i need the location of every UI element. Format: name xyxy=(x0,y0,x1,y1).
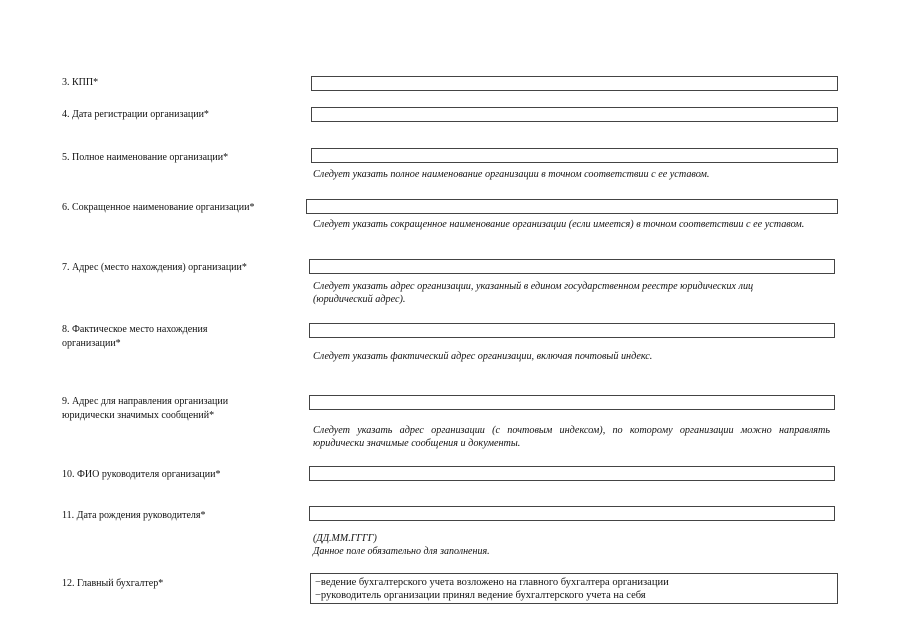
notice-address-label: 9. Адрес для направления организации юридически значимых сообщений* xyxy=(62,396,229,421)
notice-address-input[interactable] xyxy=(309,395,835,410)
required-note: Данное поле обязательно для заполнения. xyxy=(313,546,490,557)
option-director-accounting[interactable]: −руководитель организации принял ведение бухгалтерского учета на себя xyxy=(315,590,646,601)
short-name-input[interactable] xyxy=(306,199,838,214)
actual-address-input[interactable] xyxy=(309,323,835,338)
kpp-input[interactable] xyxy=(311,76,838,91)
kpp-label: 3. КПП* xyxy=(62,77,99,88)
actual-address-label: 8. Фактическое место нахождения организации* xyxy=(62,324,208,349)
chief-accountant-label: 12. Главный бухгалтер* xyxy=(62,578,164,589)
full-name-hint: Следует указать полное наименование организации в точном соответствии с ее уставом. xyxy=(313,169,710,180)
director-name-input[interactable] xyxy=(309,466,835,481)
full-name-input[interactable] xyxy=(311,148,838,163)
option-chief-accountant[interactable]: −ведение бухгалтерского учета возложено на главного бухгалтера организации xyxy=(315,577,669,588)
full-name-label: 5. Полное наименование организации* xyxy=(62,152,229,163)
date-format-hint: (ДД.ММ.ГГГГ) xyxy=(313,533,377,544)
registration-date-input[interactable] xyxy=(311,107,838,122)
short-name-label: 6. Сокращенное наименование организации* xyxy=(62,202,255,213)
legal-address-label: 7. Адрес (место нахождения) организации* xyxy=(62,262,247,273)
chief-accountant-options xyxy=(310,573,838,604)
notice-address-hint: Следует указать адрес организации (с почтовым индексом), по которому организации можно направлять юридически значимые сообщения и документы. xyxy=(313,425,830,449)
actual-address-hint: Следует указать фактический адрес организации, включая почтовый индекс. xyxy=(313,351,653,362)
director-birthdate-label: 11. Дата рождения руководителя* xyxy=(62,510,206,521)
short-name-hint: Следует указать сокращенное наименование организации (если имеется) в точном соответствии с ее уставом. xyxy=(313,219,805,230)
director-birthdate-input[interactable] xyxy=(309,506,835,521)
legal-address-hint: Следует указать адрес организации, указанный в едином государственном реестре юридических лиц (юридический адрес). xyxy=(313,281,754,305)
legal-address-input[interactable] xyxy=(309,259,835,274)
director-name-label: 10. ФИО руководителя организации* xyxy=(62,469,221,480)
registration-date-label: 4. Дата регистрации организации* xyxy=(62,109,209,120)
